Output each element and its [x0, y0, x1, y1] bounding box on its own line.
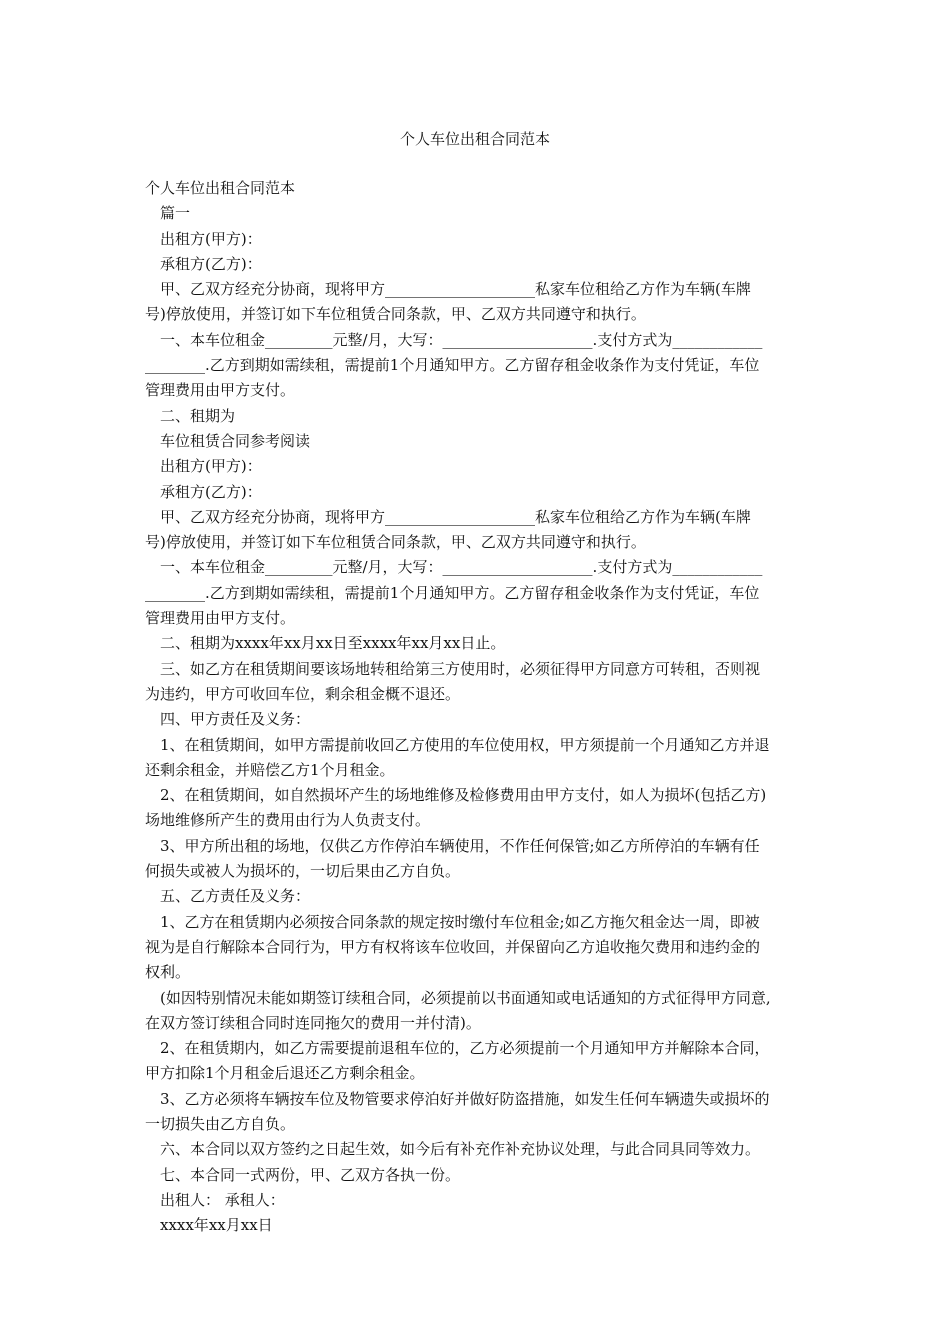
- document-line: 出租方(甲方)：: [160, 457, 262, 476]
- document-line: 承租方(乙方)：: [160, 482, 262, 501]
- document-line: 出租方(甲方)：: [160, 229, 262, 248]
- document-line: 五、乙方责任及义务：: [160, 887, 311, 906]
- document-line: 七、本合同一式两份，甲、乙双方各执一份。: [160, 1165, 461, 1184]
- document-line: 何损失或被人为损坏的，一切后果由乙方自负。: [145, 862, 461, 881]
- document-line: 在双方签订续租合同时连同拖欠的费用一并付清)。: [145, 1013, 481, 1032]
- document-line: 管理费用由甲方支付。: [145, 609, 296, 628]
- document-line: 二、租期为: [160, 406, 236, 425]
- document-line: 车位租赁合同参考阅读: [160, 431, 311, 450]
- document-line: 一、本车位租金_________元整/月，大写：____________________.支付方式为____________: [160, 558, 763, 577]
- document-line: 个人车位出租合同范本: [145, 179, 296, 197]
- document-line: 视为是自行解除本合同行为，甲方有权将该车位收回，并保留向乙方追收拖欠费用和违约金的: [145, 937, 761, 956]
- document-line: 1、在租赁期间，如甲方需提前收回乙方使用的车位使用权，甲方须提前一个月通知乙方并退: [160, 735, 770, 754]
- document-line: 2、在租赁期间，如自然损坏产生的场地维修及检修费用由甲方支付，如人为损坏(包括乙方): [160, 786, 767, 805]
- document-line: 篇一: [160, 204, 191, 223]
- document-line: 三、如乙方在租赁期间要该场地转租给第三方使用时，必须征得甲方同意方可转租，否则视: [160, 659, 761, 678]
- document-line: ________.乙方到期如需续租，需提前1个月通知甲方。乙方留存租金收条作为支付凭证，车位: [145, 356, 760, 375]
- document-line: 2、在租赁期内，如乙方需要提前退租车位的，乙方必须提前一个月通知甲方并解除本合同，: [160, 1039, 770, 1058]
- document-line: 3、乙方必须将车辆按车位及物管要求停泊好并做好防盗措施，如发生任何车辆遗失或损坏的: [160, 1089, 770, 1108]
- document-line: 号)停放使用，并签订如下车位租赁合同条款，甲、乙双方共同遵守和执行。: [145, 305, 646, 324]
- document-line: 一切损失由乙方自负。: [145, 1114, 296, 1133]
- document-line: 甲、乙双方经充分协商，现将甲方____________________私家车位租给乙方作为车辆(车牌: [160, 280, 751, 299]
- document-line: ________.乙方到期如需续租，需提前1个月通知甲方。乙方留存租金收条作为支付凭证，车位: [145, 583, 760, 602]
- document-line: 权利。: [145, 963, 191, 982]
- document-line: 六、本合同以双方签约之日起生效，如今后有补充作补充协议处理，与此合同具同等效力。: [160, 1140, 761, 1159]
- document-line: 甲方扣除1个月租金后退还乙方剩余租金。: [145, 1064, 425, 1083]
- document-line: 出租人： 承租人：: [160, 1190, 285, 1209]
- document-line: 管理费用由甲方支付。: [145, 381, 296, 400]
- document-line: 为违约，甲方可收回车位，剩余租金概不退还。: [145, 684, 461, 703]
- document-line: 号)停放使用，并签订如下车位租赁合同条款，甲、乙双方共同遵守和执行。: [145, 533, 646, 552]
- document-line: 二、租期为xxxx年xx月xx日至xxxx年xx月xx日止。: [160, 634, 506, 653]
- document-line: 还剩余租金，并赔偿乙方1个月租金。: [145, 760, 395, 779]
- document-title: 个人车位出租合同范本: [399, 130, 550, 148]
- document-line: 承租方(乙方)：: [160, 254, 262, 273]
- document-line: 1、乙方在租赁期内必须按合同条款的规定按时缴付车位租金;如乙方拖欠租金达一周，即被: [160, 912, 760, 931]
- document-line: xxxx年xx月xx日: [160, 1216, 273, 1235]
- document-line: (如因特别情况未能如期签订续租合同，必须提前以书面通知或电话通知的方式征得甲方同意,: [160, 988, 771, 1007]
- document-line: 场地维修所产生的费用由行为人负责支付。: [145, 811, 431, 830]
- document-body: [145, 176, 810, 1238]
- document-line: 甲、乙双方经充分协商，现将甲方____________________私家车位租给乙方作为车辆(车牌: [160, 507, 751, 526]
- document-line: 一、本车位租金_________元整/月，大写：____________________.支付方式为____________: [160, 330, 763, 349]
- document-line: 四、甲方责任及义务：: [160, 710, 311, 729]
- document-line: 3、甲方所出租的场地，仅供乙方作停泊车辆使用，不作任何保管;如乙方所停泊的车辆有任: [160, 836, 760, 855]
